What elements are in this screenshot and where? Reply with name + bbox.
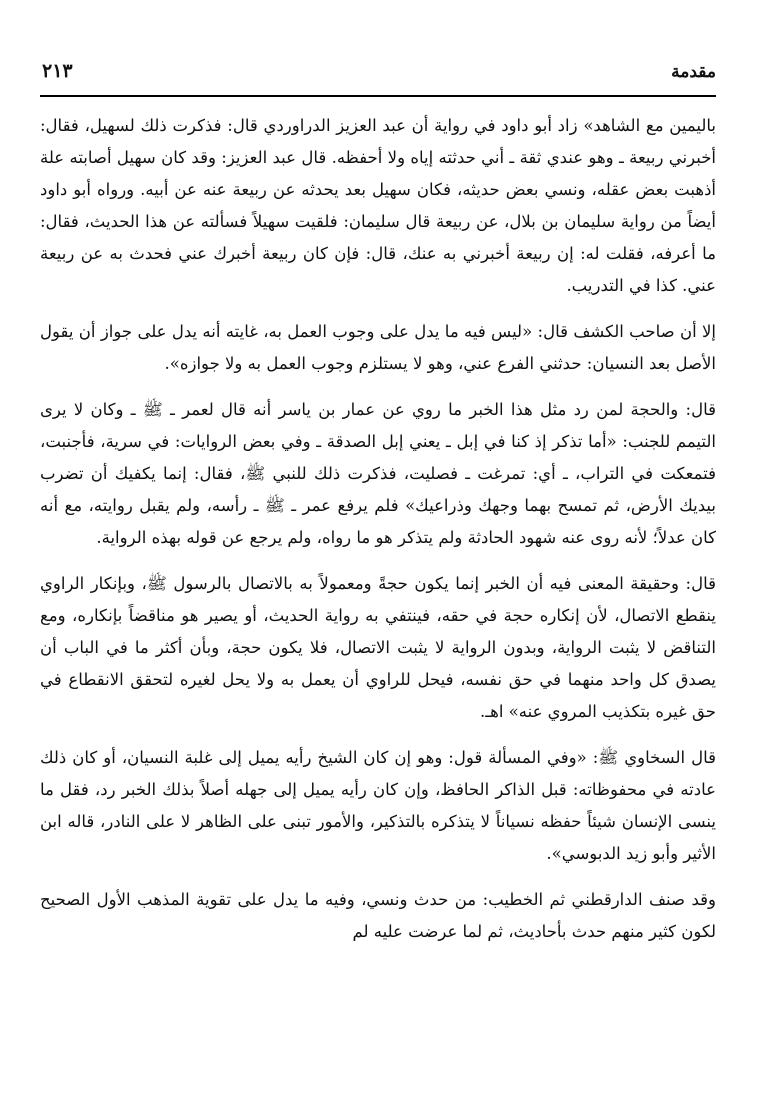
page-header <box>40 58 716 92</box>
section-title: مقدمة <box>671 62 716 82</box>
paragraph: قال: والحجة لمن رد مثل هذا الخبر ما روي عن عمار بن ياسر أنه قال لعمر ـ ﷺ ـ وكان لا يرى التيمم للجنب: «أما تذكر إذ كنا في إبل ـ يعني إبل الصدقة ـ وفي بعض الروايات: في سرية، فأجنبت، فتمعكت في التراب، ـ أي: تمرغت ـ فصليت، فذكرت ذلك للنبي ﷺ، فقال: إنما يكفيك أن تضرب بيديك الأرض، ثم تمسح بهما وجهك وذراعيك» فلم يرفع عمر ـ ﷺ ـ رأسه، ولم يقبل روايته، مع أنه كان عدلاً؛ لأنه روى عنه شهود الحادثة ولم يتذكر هو ما رواه، ولم يرجع عن قوله بهذه الرواية. <box>40 400 716 547</box>
paragraph: وقد صنف الدارقطني ثم الخطيب: من حدث ونسي، وفيه ما يدل على تقوية المذهب الأول الصحيح لكون كثير منهم حدث بأحاديث، ثم لما عرضت عليه لم <box>40 890 716 941</box>
paragraph: قال السخاوي ﷺ: «وفي المسألة قول: وهو إن كان الشيخ رأيه يميل إلى غلبة النسيان، أو كان ذلك عادته في محفوظاته: قبل الذاكر الحافظ، وإن كان رأيه يميل إلى جهله أصلاً بذلك الخبر رد، فقل ما ينسى الإنسان شيئاً حفظه نسياناً لا يتذكره بالتذكير، والأمور تبنى على الظاهر لا على النادر، قاله ابن الأثير وأبو زيد الدبوسي». <box>40 748 716 863</box>
header-rule <box>40 95 716 97</box>
paragraph: إلا أن صاحب الكشف قال: «ليس فيه ما يدل على وجوب العمل به، غايته أنه يدل على جواز أن يقول الأصل بعد النسيان: حدثني الفرع عني، وهو لا يستلزم وجوب العمل به ولا جوازه». <box>40 322 716 373</box>
paragraph: باليمين مع الشاهد» زاد أبو داود في رواية أن عبد العزيز الدراوردي قال: فذكرت ذلك لسهيل، فقال: أخبرني ربيعة ـ وهو عندي ثقة ـ أني حدثته إياه ولا أحفظه. قال عبد العزيز: وقد كان سهيل أصابته علة أذهبت بعض عقله، ونسي بعض حديثه، فكان سهيل بعد يحدثه عن ربيعة عنه عن أبيه. ورواه أبو داود أيضاً من رواية سليمان بن بلال، عن ربيعة قال سليمان: فلقيت سهيلاً فسألته عن هذا الحديث، فقال: ما أعرفه، فقلت له: إن ربيعة أخبرني به عنك، قال: فإن كان ربيعة أخبرك عني فحدث به عن ربيعة عني. كذا في التدريب. <box>40 116 716 295</box>
page-number: ٢١٣ <box>42 60 73 82</box>
paragraph: قال: وحقيقة المعنى فيه أن الخبر إنما يكون حجةً ومعمولاً به بالاتصال بالرسول ﷺ، وبإنكار الراوي ينقطع الاتصال، لأن إنكاره حجة في حقه، فينتفي به رواية الحديث، أو يصير هو مناقضاً بإنكاره، ومع التناقض لا يثبت الرواية، وبدون الرواية لا يثبت الاتصال، فلا يكون حجة، وبأن أكثر ما في الباب أن يصدق كل واحد منهما في حق نفسه، فيحل للراوي أن يعمل به ولا يحل لغيره لتحقق الانقطاع في حق غيره بتكذيب المروي عنه» اهـ. <box>40 574 716 721</box>
page-body <box>40 110 716 962</box>
